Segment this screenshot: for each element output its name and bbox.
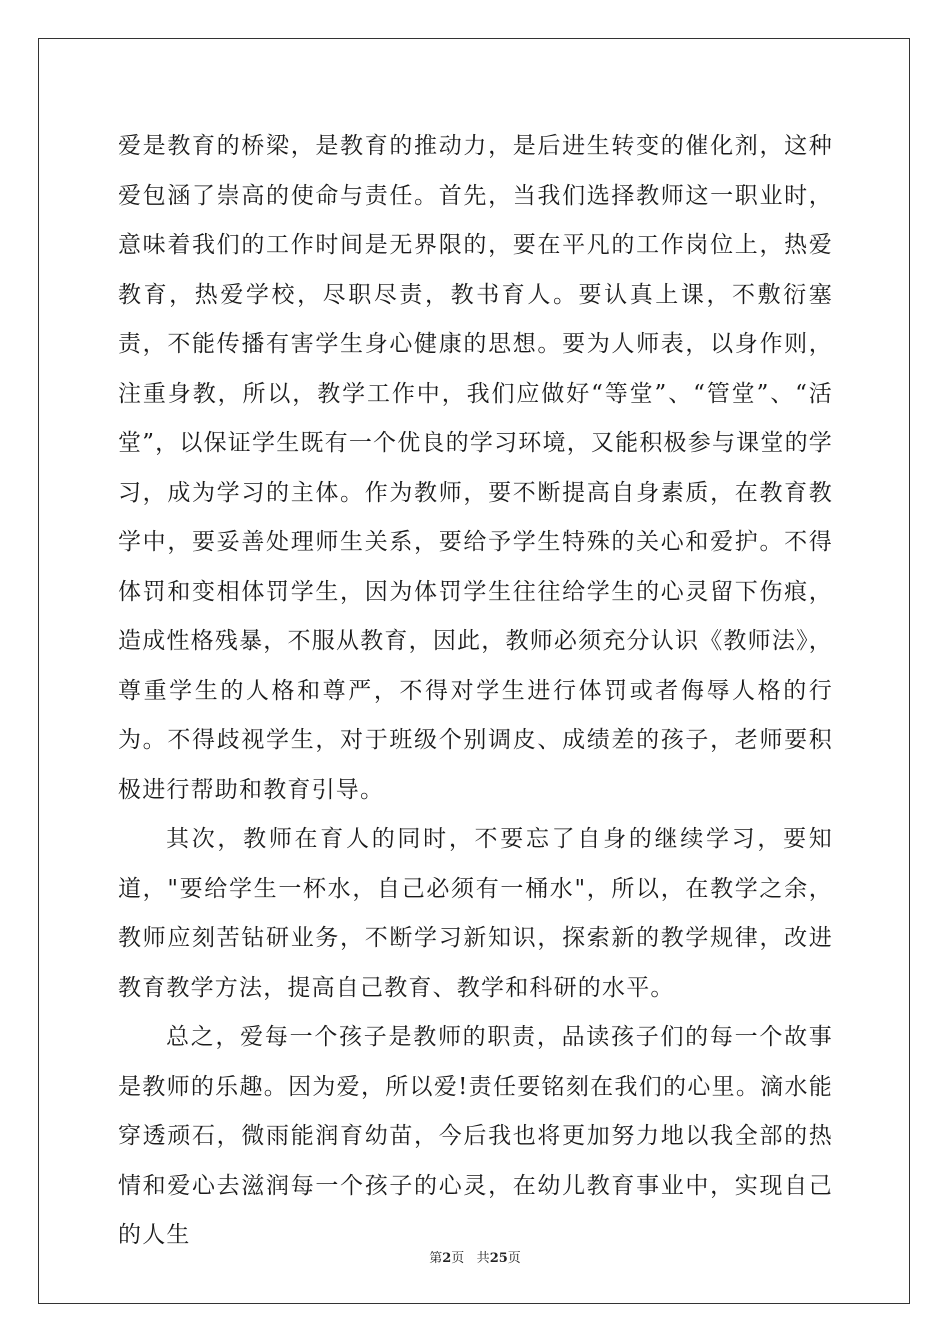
document-body xyxy=(118,122,833,1261)
paragraph-2: 其次，教师在育人的同时，不要忘了自身的继续学习，要知道，"要给学生一杯水，自己必须有一桶水"，所以，在教学之余，教师应刻苦钻研业务，不断学习新知识，探索新的教学规律，改进教育教学方法，提高自己教育、教学和科研的水平。 xyxy=(118,826,833,1001)
total-pages: 25 xyxy=(489,1251,508,1266)
page-suffix: 页 xyxy=(451,1251,465,1266)
paragraph-3: 总之，爱每一个孩子是教师的职责，品读孩子们的每一个故事是教师的乐趣。因为爱，所以爱!责任要铭刻在我们的心里。滴水能穿透顽石，微雨能润育幼苗，今后我也将更加努力地以我全部的热情和爱心去滋润每一个孩子的心灵，在幼儿教育事业中，实现自己的人生 xyxy=(118,1024,833,1248)
total-suffix: 页 xyxy=(507,1251,521,1266)
page-prefix: 第 xyxy=(429,1251,443,1266)
page-number: 2 xyxy=(442,1251,452,1266)
page-footer xyxy=(0,1247,950,1266)
total-prefix: 共 xyxy=(476,1251,490,1266)
paragraph-1: 爱是教育的桥梁，是教育的推动力，是后进生转变的催化剂，这种爱包涵了崇高的使命与责任。首先，当我们选择教师这一职业时，意味着我们的工作时间是无界限的，要在平凡的工作岗位上，热爱教育，热爱学校，尽职尽责，教书育人。要认真上课，不敷衍塞责，不能传播有害学生身心健康的思想。要为人师表，以身作则，注重身教，所以，教学工作中，我们应做好“等堂”、“管堂”、“活堂”，以保证学生既有一个优良的学习环境，又能积极参与课堂的学习，成为学习的主体。作为教师，要不断提高自身素质，在教育教学中，要妥善处理师生关系，要给予学生特殊的关心和爱护。不得体罚和变相体罚学生，因为体罚学生往往给学生的心灵留下伤痕，造成性格残暴，不服从教育，因此，教师必须充分认识《教师法》，尊重学生的人格和尊严，不得对学生进行体罚或者侮辱人格的行为。不得歧视学生，对于班级个别调皮、成绩差的孩子，老师要积极进行帮助和教育引导。 xyxy=(118,133,833,803)
